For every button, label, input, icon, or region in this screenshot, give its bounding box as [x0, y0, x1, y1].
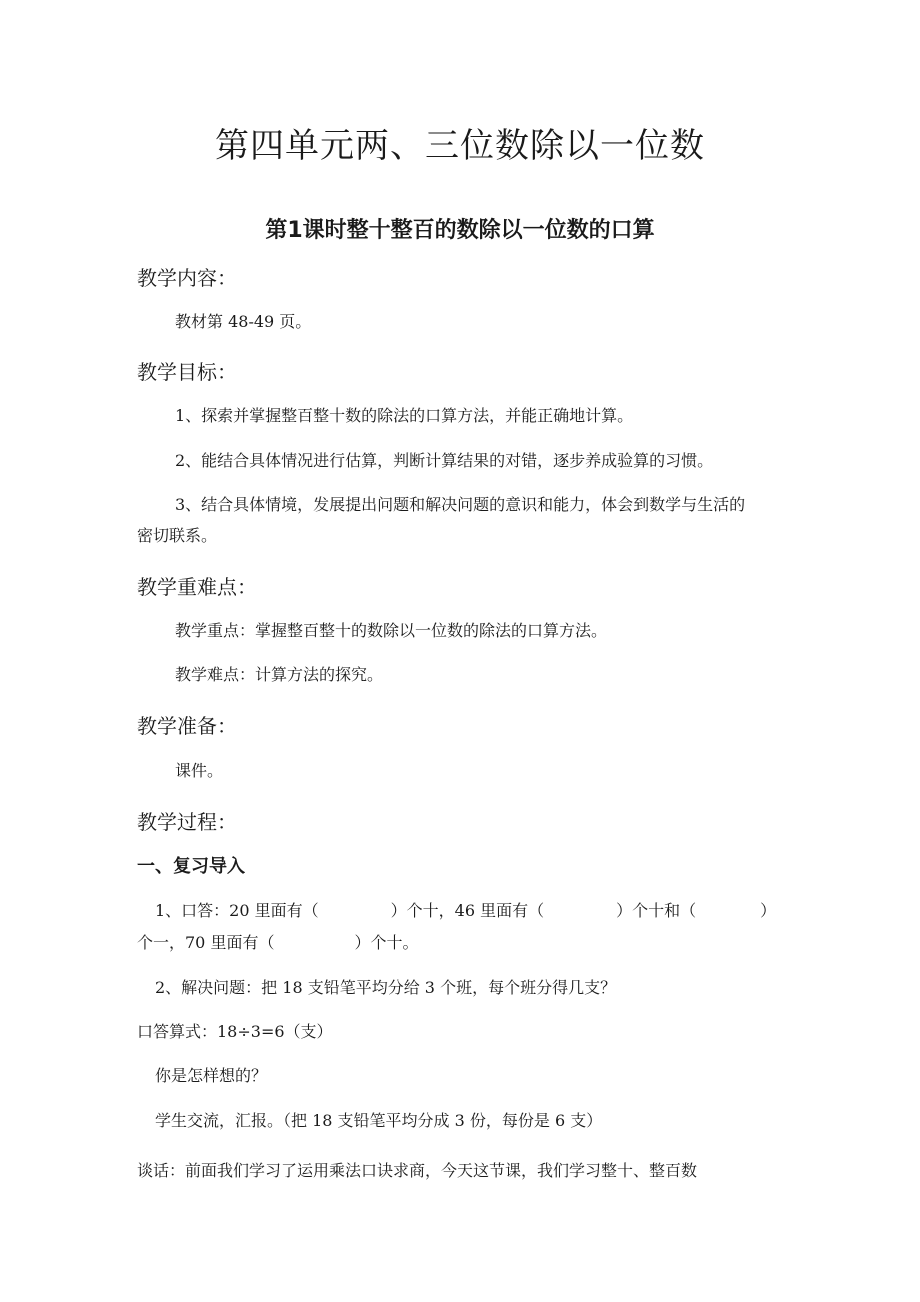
student-report: 学生交流，汇报。（把 18 支铅笔平均分成 3 份，每份是 6 支） [155, 1111, 603, 1130]
keypoints-heading: 教学重难点： [137, 575, 257, 599]
goal-item-3-line2: 密切联系。 [137, 526, 218, 545]
difficulty-text: 教学难点：计算方法的探究。 [175, 665, 384, 684]
teacher-talk: 谈话：前面我们学习了运用乘法口诀求商，今天这节课，我们学习整十、整百数 [137, 1161, 698, 1180]
process-heading: 教学过程： [137, 810, 237, 834]
document-title: 第四单元两、三位数除以一位数 [215, 126, 705, 166]
lesson-subtitle: 第1课时整十整百的数除以一位数的口算 [265, 218, 655, 243]
prep-text: 课件。 [175, 761, 224, 780]
answer-formula: 口答算式：18÷3=6（支） [137, 1022, 333, 1041]
review-heading: 一、复习导入 [137, 856, 245, 877]
goal-item-1: 1、探索并掌握整百整十数的除法的口算方法，并能正确地计算。 [175, 406, 634, 425]
content-text: 教材第 48-49 页。 [175, 312, 312, 331]
goal-item-3-line1: 3、结合具体情境，发展提出问题和解决问题的意识和能力，体会到数学与生活的 [175, 495, 746, 514]
key-point-text: 教学重点：掌握整百整十的数除以一位数的除法的口算方法。 [175, 621, 608, 640]
question-1-line1 [155, 898, 776, 921]
prep-heading: 教学准备： [137, 714, 237, 738]
q1-text-part1: 1、口答：20 里面有（ [155, 901, 319, 920]
goal-item-2: 2、能结合具体情况进行估算，判断计算结果的对错，逐步养成验算的习惯。 [175, 451, 714, 470]
content-heading: 教学内容： [137, 266, 237, 290]
question-1-line2 [137, 930, 418, 953]
q1-line2-part1: 个一，70 里面有（ [137, 933, 275, 952]
question-2: 2、解决问题：把 18 支铅笔平均分给 3 个班，每个班分得几支？ [155, 978, 617, 997]
goals-heading: 教学目标： [137, 360, 237, 384]
q1-text-part4: ） [760, 901, 777, 920]
q1-text-part2: ）个十，46 里面有（ [390, 901, 545, 920]
question-think: 你是怎样想的？ [155, 1066, 268, 1085]
q1-text-part3: ）个十和（ [616, 901, 697, 920]
q1-line2-part2: ）个十。 [354, 933, 419, 952]
